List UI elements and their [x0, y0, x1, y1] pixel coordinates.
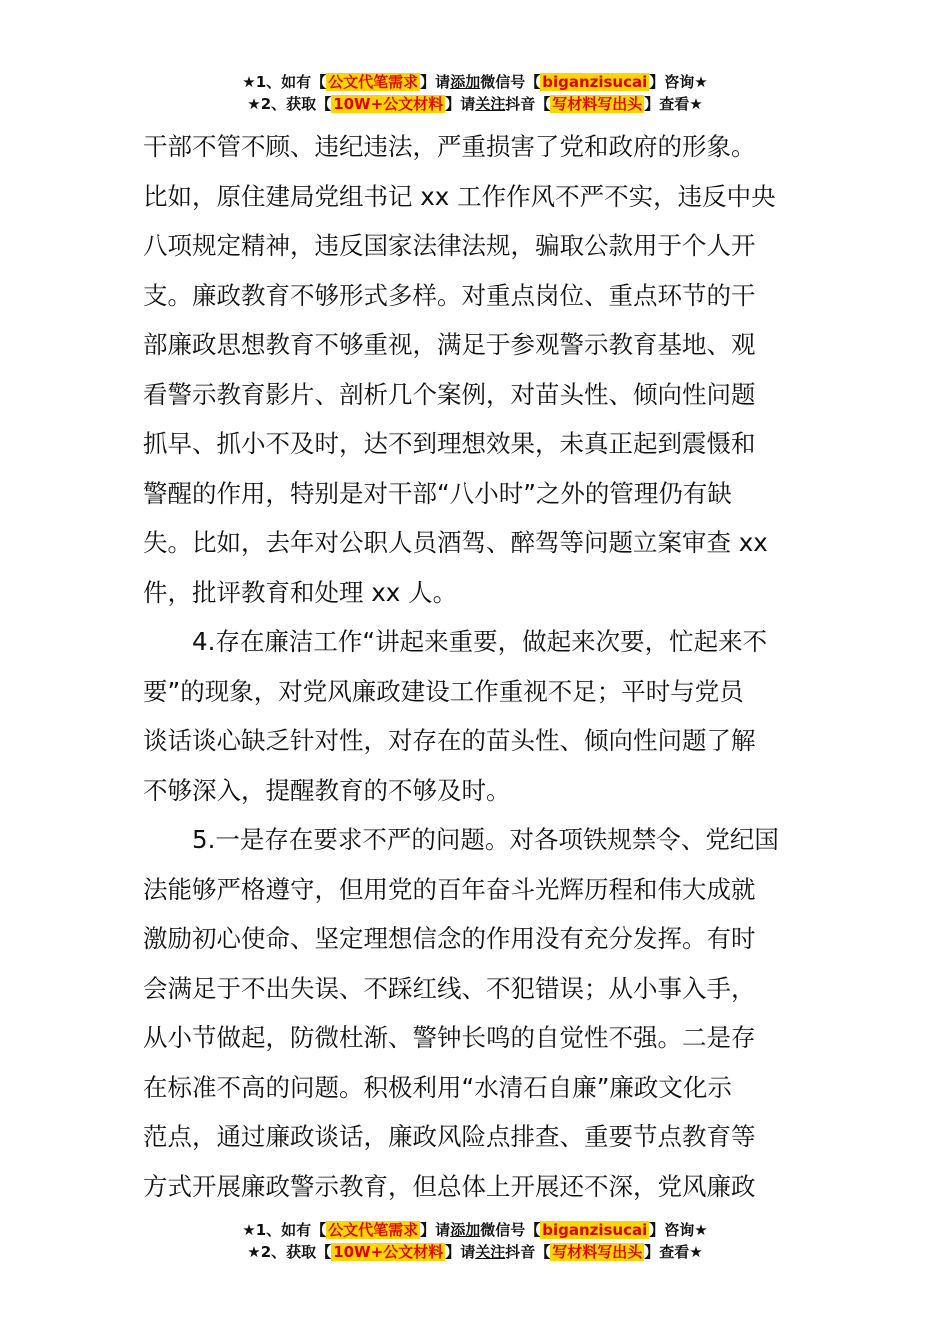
- text-line: 法能够严格遵守，但用党的百年奋斗光辉历程和伟大成就: [143, 874, 756, 904]
- banner-emphasis: 添加: [450, 73, 481, 91]
- text-line: 4.存在廉洁工作“讲起来重要，做起来次要，忙起来不: [192, 627, 768, 656]
- text-line: 不够深入，提醒教育的不够及时。: [143, 775, 511, 805]
- banner-text: 抖音【: [505, 1243, 551, 1261]
- text-line: 要”的现象，对党风廉政建设工作重视不足；平时与党员: [143, 676, 744, 706]
- banner-text: 】咨询★: [649, 1221, 708, 1239]
- banner-highlight-wechat-id: biganzisucai: [542, 1221, 648, 1239]
- banner-emphasis: 关注: [475, 95, 506, 113]
- document-body: [143, 122, 811, 1211]
- banner-text: 】请: [445, 1243, 476, 1261]
- banner-highlight-douyin: 写材料写出头: [552, 1243, 643, 1261]
- text-line: 谈话谈心缺乏针对性，对存在的苗头性、倾向性问题了解: [143, 726, 756, 755]
- banner-text: 微信号【: [480, 1221, 541, 1239]
- text-line: 看警示教育影片、剖析几个案例，对苗头性、倾向性问题: [143, 379, 756, 409]
- banner-line-1: [0, 1219, 950, 1241]
- banner-highlight-douyin: 写材料写出头: [552, 95, 643, 113]
- text-line: 干部不管不顾、违纪违法，严重损害了党和政府的形象。: [143, 132, 756, 161]
- banner-text: ★1、如有【: [242, 73, 327, 91]
- banner-text: 】请: [420, 1221, 451, 1239]
- banner-line-2: [0, 1241, 950, 1263]
- header-banner: [0, 71, 950, 115]
- banner-highlight-service: 公文代笔需求: [328, 73, 419, 91]
- text-line: 支。廉政教育不够形式多样。对重点岗位、重点环节的干: [143, 280, 756, 310]
- banner-line-1: [0, 71, 950, 93]
- banner-highlight-materials: 10W+公文材料: [333, 95, 444, 113]
- banner-highlight-service: 公文代笔需求: [328, 1221, 419, 1239]
- banner-text: 】咨询★: [649, 73, 708, 91]
- banner-line-2: [0, 93, 950, 115]
- banner-text: 】请: [420, 73, 451, 91]
- text-line: 5.一是存在要求不严的问题。对各项铁规禁令、党纪国: [192, 825, 779, 854]
- paragraph-item-5: [143, 815, 811, 1211]
- text-line: 件，批评教育和处理 xx 人。: [143, 577, 458, 607]
- text-line: 会满足于不出失误、不踩红线、不犯错误；从小事入手，: [143, 973, 756, 1003]
- banner-text: 】查看★: [644, 95, 703, 113]
- banner-text: 抖音【: [505, 95, 551, 113]
- banner-text: 微信号【: [480, 73, 541, 91]
- banner-text: ★2、获取【: [247, 95, 332, 113]
- banner-highlight-wechat-id: biganzisucai: [542, 73, 648, 91]
- text-line: 范点，通过廉政谈话，廉政风险点排查、重要节点教育等: [143, 1122, 756, 1151]
- banner-emphasis: 添加: [450, 1221, 481, 1239]
- paragraph-item-4: [143, 617, 811, 815]
- banner-text: ★2、获取【: [247, 1243, 332, 1261]
- banner-emphasis: 关注: [475, 1243, 506, 1261]
- text-line: 从小节做起，防微杜渐、警钟长鸣的自觉性不强。二是存: [143, 1023, 756, 1052]
- text-line: 抓早、抓小不及时，达不到理想效果，未真正起到震慑和: [143, 429, 756, 458]
- text-line: 方式开展廉政警示教育，但总体上开展还不深，党风廉政: [143, 1171, 756, 1201]
- banner-text: 】查看★: [644, 1243, 703, 1261]
- text-line: 八项规定精神，违反国家法律法规，骗取公款用于个人开: [143, 231, 756, 260]
- text-line: 在标准不高的问题。积极利用“水清石自廉”廉政文化示: [143, 1072, 732, 1102]
- text-line: 激励初心使命、坚定理想信念的作用没有充分发挥。有时: [143, 924, 756, 953]
- text-line: 警醒的作用，特别是对干部“八小时”之外的管理仍有缺: [143, 478, 732, 508]
- text-line: 部廉政思想教育不够重视，满足于参观警示教育基地、观: [143, 330, 756, 359]
- banner-text: 】请: [445, 95, 476, 113]
- text-line: 比如，原住建局党组书记 xx 工作作风不严不实，违反中央: [143, 181, 776, 211]
- banner-highlight-materials: 10W+公文材料: [333, 1243, 444, 1261]
- text-line: 失。比如，去年对公职人员酒驾、醉驾等问题立案审查 xx: [143, 528, 768, 557]
- footer-banner: [0, 1219, 950, 1263]
- paragraph-discipline-education: [143, 122, 811, 617]
- banner-text: ★1、如有【: [242, 1221, 327, 1239]
